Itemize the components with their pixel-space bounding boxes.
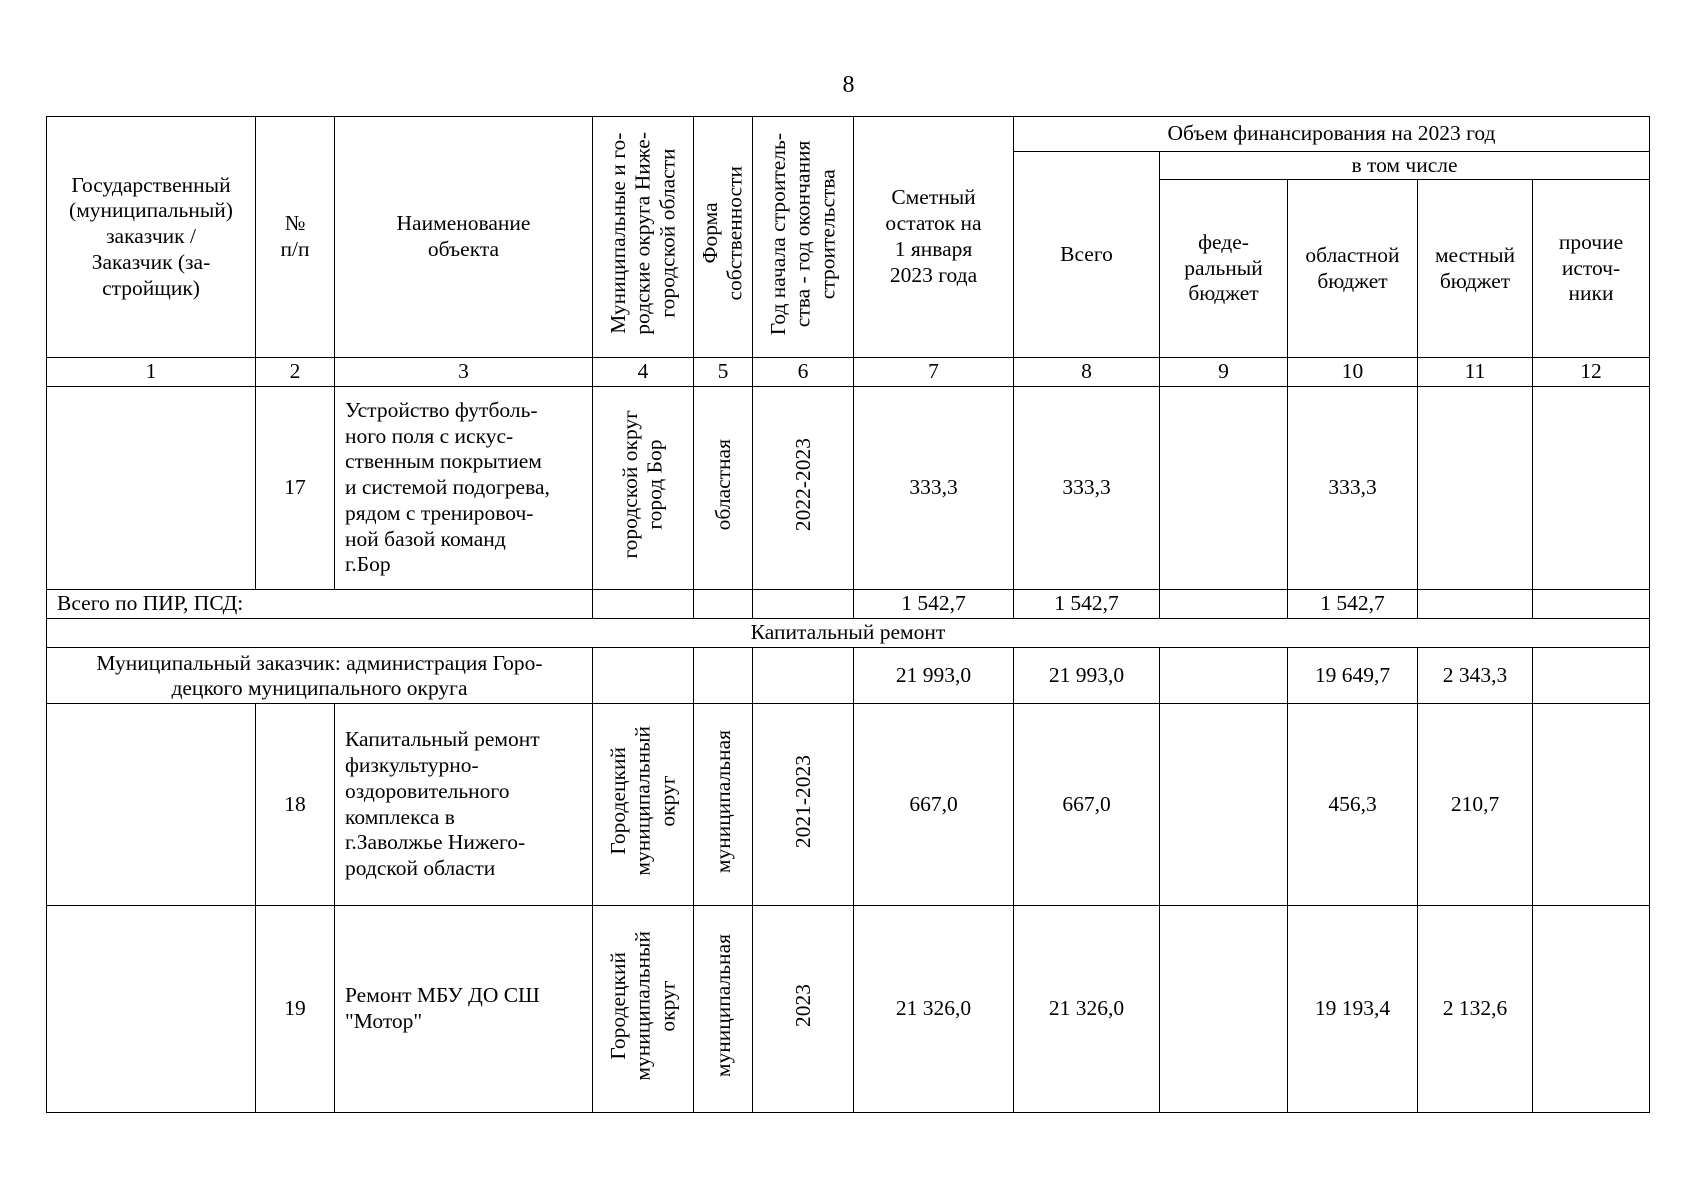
customer-row — [47, 648, 1650, 704]
object-name: Капитальный ремонт физкультурно- оздоровительного комплекса в г.Заволжье Нижего- родской области — [335, 704, 593, 906]
local-budget: 210,7 — [1418, 704, 1533, 906]
object-name: Ремонт МБУ ДО СШ "Мотор" — [335, 906, 593, 1113]
column-number: 2 — [256, 358, 335, 387]
column-number: 4 — [593, 358, 694, 387]
page-number: 8 — [842, 72, 855, 98]
regional-budget: 456,3 — [1288, 704, 1418, 906]
column-number: 5 — [694, 358, 753, 387]
ownership: муниципальная — [710, 729, 735, 873]
financing-total: 1 542,7 — [1014, 590, 1160, 619]
estimate-remainder: 1 542,7 — [854, 590, 1014, 619]
construction-years: 2023 — [790, 984, 815, 1028]
header-federal-budget: феде- ральный бюджет — [1160, 180, 1288, 358]
estimate-remainder: 21 326,0 — [854, 906, 1014, 1113]
district: Городецкий муниципальный округ — [605, 726, 680, 876]
local-budget: 2 132,6 — [1418, 906, 1533, 1113]
construction-years: 2022-2023 — [790, 438, 815, 532]
column-number: 3 — [335, 358, 593, 387]
header-construction-years: Год начала строитель- ства - год окончания строительства — [765, 132, 840, 335]
row-number: 17 — [256, 387, 335, 590]
regional-budget: 333,3 — [1288, 387, 1418, 590]
financing-total: 333,3 — [1014, 387, 1160, 590]
ownership: муниципальная — [710, 934, 735, 1078]
column-number: 11 — [1418, 358, 1533, 387]
financing-table — [46, 116, 1650, 1113]
table-row-18 — [47, 704, 1650, 906]
construction-years: 2021-2023 — [790, 754, 815, 848]
ownership: областная — [710, 438, 735, 531]
total-pir-row — [47, 590, 1650, 619]
header-ownership: Форма собственности — [698, 166, 747, 301]
customer-label: Муниципальный заказчик: администрация Горо- децкого муниципального округа — [47, 648, 593, 704]
header-number: № п/п — [256, 117, 335, 358]
financing-total: 667,0 — [1014, 704, 1160, 906]
district: Городецкий муниципальный округ — [605, 930, 680, 1081]
regional-budget: 1 542,7 — [1288, 590, 1418, 619]
header-total: Всего — [1014, 152, 1160, 358]
object-name: Устройство футболь- ного поля с искус- ственным покрытием и системой подогрева, рядом с тренировоч- ной базой команд г.Бор — [335, 387, 593, 590]
estimate-remainder: 333,3 — [854, 387, 1014, 590]
header-object-name: Наименование объекта — [335, 117, 593, 358]
column-number: 6 — [753, 358, 854, 387]
header-other-sources: прочие источ- ники — [1533, 180, 1650, 358]
row-number: 18 — [256, 704, 335, 906]
header-district: Муниципальные и го- родские округа Ниже- городской области — [605, 132, 680, 335]
column-number: 7 — [854, 358, 1014, 387]
header-regional-budget: областной бюджет — [1288, 180, 1418, 358]
column-number: 1 — [47, 358, 256, 387]
column-numbers-row — [47, 358, 1650, 387]
financing-total: 21 326,0 — [1014, 906, 1160, 1113]
column-number: 9 — [1160, 358, 1288, 387]
regional-budget: 19 193,4 — [1288, 906, 1418, 1113]
table-row-19 — [47, 906, 1650, 1113]
column-number: 10 — [1288, 358, 1418, 387]
column-number: 12 — [1533, 358, 1650, 387]
header-local-budget: местный бюджет — [1418, 180, 1533, 358]
financing-total: 21 993,0 — [1014, 648, 1160, 704]
estimate-remainder: 667,0 — [854, 704, 1014, 906]
regional-budget: 19 649,7 — [1288, 648, 1418, 704]
table-row-17 — [47, 387, 1650, 590]
district: городской округ город Бор — [618, 410, 667, 559]
local-budget: 2 343,3 — [1418, 648, 1533, 704]
total-pir-label: Всего по ПИР, ПСД: — [47, 590, 593, 619]
header-customer: Государственный (муниципальный) заказчик / Заказчик (за- стройщик) — [47, 117, 256, 358]
header-estimate-remainder: Сметный остаток на 1 января 2023 года — [854, 117, 1014, 358]
row-number: 19 — [256, 906, 335, 1113]
column-number: 8 — [1014, 358, 1160, 387]
estimate-remainder: 21 993,0 — [854, 648, 1014, 704]
header-financing: Объем финансирования на 2023 год — [1014, 117, 1650, 152]
section-title: Капитальный ремонт — [47, 619, 1650, 648]
header-including: в том числе — [1160, 152, 1650, 180]
